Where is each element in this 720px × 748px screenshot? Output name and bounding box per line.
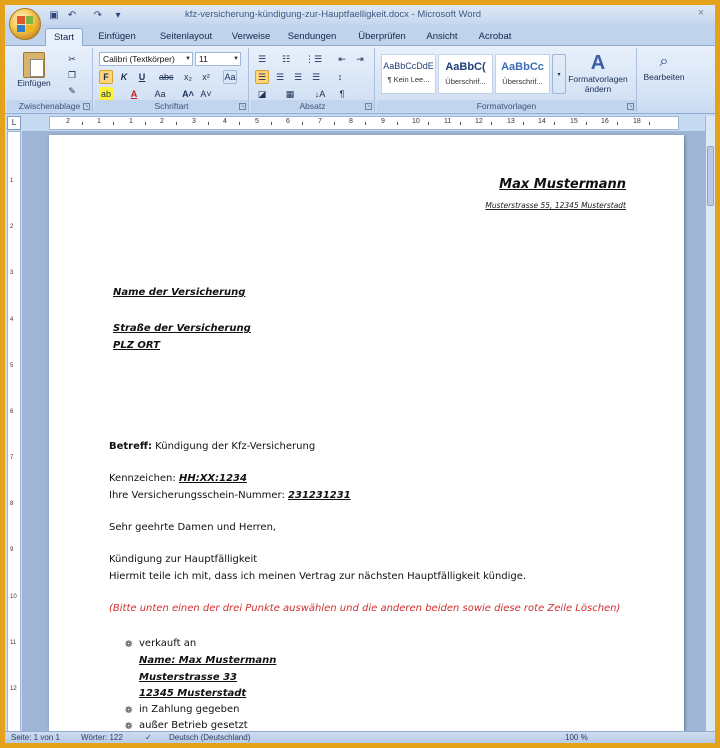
styles-group [377,48,637,112]
undo-icon[interactable]: ↶ [67,9,77,21]
sender-address: Musterstrasse 55, 12345 Musterstadt [485,201,626,210]
dialog-launcher-icon[interactable]: ↘ [366,103,371,109]
language-indicator[interactable]: Deutsch (Deutschland) [169,733,251,742]
change-styles-button[interactable] [565,52,631,94]
salutation: Sehr geehrte Damen und Herren, [109,522,277,533]
style-sample: AaBbCcDdE [383,61,434,71]
office-logo-icon [17,16,33,32]
paste-icon [23,52,45,78]
tab-verweise[interactable]: Verweise [231,31,271,42]
ruler-label: 1 [97,118,101,125]
italic-button[interactable]: K [120,72,128,82]
ruler-tick [397,122,398,125]
styles-group-label: Formatvorlagen [377,100,636,112]
ruler-tick [523,122,524,125]
underline-button[interactable]: U [138,72,146,82]
align-center-icon[interactable]: ☰ [275,71,285,82]
ruler-tick [649,122,650,125]
tab-sendungen[interactable]: Sendungen [287,31,337,42]
dialog-launcher-icon[interactable]: ↘ [628,103,633,109]
dialog-launcher-icon[interactable]: ↘ [84,103,89,109]
tab-ansicht[interactable]: Ansicht [426,31,458,42]
borders-icon[interactable]: ▦ [285,88,295,99]
subject-text: Kündigung der Kfz-Versicherung [152,441,316,452]
ruler-label: 7 [318,118,322,125]
copy-icon[interactable]: ❐ [67,69,77,80]
font-name-select[interactable]: Calibri (Textkörper) ▼ [99,52,193,66]
plate-value: HH:XX:1234 [178,473,247,484]
buyer-street: Musterstrasse 33 [139,672,238,683]
customize-qat-icon[interactable]: ▾ [115,9,121,21]
zoom-level[interactable]: 100 % [565,733,588,742]
page-count[interactable]: Seite: 1 von 1 [11,733,60,742]
ruler-tick [302,122,303,125]
bullet-icon: ❁ [124,639,133,649]
recipient-name: Name der Versicherung [113,287,246,298]
ruler-tick [176,122,177,125]
style-name: Überschrif... [502,77,543,86]
ruler-label: 8 [349,118,353,125]
ruler-tick [208,122,209,125]
paragraph-group-label: Absatz [251,100,374,112]
font-name-value: Calibri (Textkörper) [103,54,175,64]
office-button[interactable] [9,8,41,40]
bold-button[interactable]: F [99,70,113,84]
ruler-tick [239,122,240,125]
tab-acrobat[interactable]: Acrobat [478,31,512,42]
ruler-tick [586,122,587,125]
ruler-label: 3 [10,270,14,276]
ribbon [5,46,715,114]
ruler-label: 13 [507,118,515,125]
close-icon[interactable]: × [697,7,705,19]
heading-line: Kündigung zur Hauptfälligkeit [109,554,258,565]
ruler-tick [428,122,429,125]
instruction-note: (Bitte unten einen der drei Punkte auswählen und die anderen beiden sowie diese rote Zeile Löschen) [109,603,621,614]
ruler-label: 4 [10,317,14,323]
ruler-label: 3 [192,118,196,125]
policy-value: 231231231 [288,490,351,501]
ruler-label: 5 [10,363,14,369]
title-bar [5,5,715,25]
ruler-label: 1 [10,178,14,184]
option-sold: verkauft an [139,638,197,649]
tab-start[interactable]: Start [45,28,83,47]
superscript-button[interactable]: x² [202,72,210,82]
scrollbar-thumb[interactable] [707,146,714,206]
ruler-label: 5 [255,118,259,125]
ruler-label: 12 [475,118,483,125]
ribbon-tabs [5,25,715,46]
cut-icon[interactable]: ✂ [68,53,76,64]
recipient-street: Straße der Versicherung [113,323,251,334]
window-title: kfz-versicherung-kündigung-zur-Hauptfaelligkeit.docx - Microsoft Word [185,9,482,20]
font-group-label: Schriftart [95,100,248,112]
shrink-font-button[interactable]: A˅ [200,89,212,99]
vertical-ruler[interactable] [7,131,21,743]
ruler-tick [82,122,83,125]
tab-einfuegen[interactable]: Einfügen [98,31,136,42]
ruler-tick [617,122,618,125]
sort-icon[interactable]: ↓A [314,89,326,99]
ruler-label: 10 [412,118,420,125]
ruler-label: 9 [10,547,14,553]
style-name: Überschrif... [445,77,486,86]
ruler-tick [554,122,555,125]
binoculars-icon: ⌕ [659,53,669,70]
align-left-icon[interactable]: ☰ [255,70,269,84]
ruler-label: 7 [10,455,14,461]
ruler-label: 6 [10,409,14,415]
bullets-icon[interactable]: ☰ [257,53,267,64]
ruler-label: 2 [66,118,70,125]
style-heading1[interactable] [438,54,493,94]
highlight-button[interactable]: ab [100,89,111,99]
save-icon[interactable]: ▣ [49,9,59,21]
word-window [5,5,715,743]
option-decommissioned: außer Betrieb gesetzt [139,720,248,731]
styles-scroll-icon[interactable]: ▾ [552,54,566,94]
editing-button[interactable] [639,52,689,82]
style-no-spacing[interactable] [381,54,436,94]
ruler-label: 2 [160,118,164,125]
ruler-tick [334,122,335,125]
policy-label: Ihre Versicherungsschein-Nummer: [109,490,289,501]
paragraph-group [251,48,375,112]
sender-name: Max Mustermann [499,177,626,192]
line-spacing-icon[interactable]: ↕ [337,72,343,82]
subject-line [109,441,315,452]
recipient-city: PLZ ORT [113,340,161,351]
bullet-icon: ❁ [124,721,133,731]
redo-icon[interactable]: ↷ [93,9,103,21]
paste-button[interactable] [15,52,53,88]
grow-font-button[interactable]: A˄ [182,89,194,99]
clipboard-group [7,48,93,112]
document-page[interactable] [49,135,684,731]
proofing-icon[interactable]: ✓ [145,733,152,742]
shading-icon[interactable]: ◪ [257,88,267,99]
buyer-name: Name: Max Mustermann [139,655,277,666]
subject-label: Betreff: [109,441,152,452]
ruler-label: 10 [10,594,17,600]
editing-group [639,48,689,112]
ruler-tick [113,122,114,125]
ruler-tick [365,122,366,125]
ruler-label: 15 [570,118,578,125]
ruler-label: 16 [601,118,609,125]
style-sample: AaBbCc [501,61,544,73]
change-styles-label: Formatvorlagen ändern [568,74,628,94]
body-line: Hiermit teile ich mit, dass ich meinen Vertrag zur nächsten Hauptfälligkeit kündige. [109,571,527,582]
format-painter-icon[interactable]: ✎ [68,85,76,96]
ruler-label: 4 [223,118,227,125]
word-count[interactable]: Wörter: 122 [81,733,123,742]
font-color-button[interactable]: A [130,89,138,99]
document-area [22,131,705,731]
ruler-label: 6 [286,118,290,125]
vertical-scrollbar[interactable] [705,116,715,731]
ruler-label: 8 [10,501,14,507]
plate-line [109,473,247,484]
clipboard-group-label: Zwischenablage [7,100,92,112]
font-size-value: 11 [199,54,208,64]
ruler-label: 14 [538,118,546,125]
tab-seitenlayout[interactable]: Seitenlayout [159,31,213,42]
ruler-label: 12 [10,686,17,692]
style-sample: AaBbC( [445,61,486,73]
ruler-label: 2 [10,224,14,230]
ruler-label: 1 [129,118,133,125]
decrease-indent-icon[interactable]: ⇤ [338,53,346,64]
show-formatting-marks-icon[interactable]: ¶ [339,89,345,99]
align-right-icon[interactable]: ☰ [293,71,303,82]
ruler-tick [145,122,146,125]
editing-label: Bearbeiten [643,72,685,82]
tab-ueberpruefen[interactable]: Überprüfen [358,31,406,42]
change-styles-icon: A [590,52,606,74]
font-group [95,48,249,112]
font-size-select[interactable]: 11 ▼ [195,52,241,66]
style-heading2[interactable] [495,54,550,94]
bullet-icon: ❁ [124,705,133,715]
style-name: ¶ Kein Lee... [387,75,430,84]
subscript-button[interactable]: x₂ [184,72,192,82]
horizontal-ruler[interactable] [49,116,679,130]
ruler-label: 11 [444,118,452,125]
ruler-tick [460,122,461,125]
justify-icon[interactable]: ☰ [311,71,321,82]
paste-label: Einfügen [17,78,51,88]
buyer-city: 12345 Musterstadt [139,688,247,699]
numbering-icon[interactable]: ☷ [281,53,291,64]
plate-label: Kennzeichen: [109,473,179,484]
status-bar [5,731,715,743]
ruler-tick [491,122,492,125]
increase-indent-icon[interactable]: ⇥ [356,53,364,64]
ruler-label: 11 [10,640,17,646]
change-case-button[interactable]: Aa [154,89,166,99]
tab-selector[interactable]: L [7,116,21,130]
multilevel-list-icon[interactable]: ⋮☰ [305,53,323,64]
clear-formatting-button[interactable]: Aa [224,72,236,82]
dialog-launcher-icon[interactable]: ↘ [240,103,245,109]
strikethrough-button[interactable]: abc [159,72,174,82]
ruler-label: 9 [381,118,385,125]
policy-line [109,490,351,501]
option-trade-in: in Zahlung gegeben [139,704,240,715]
ruler-label: 18 [633,118,641,125]
ruler-tick [271,122,272,125]
